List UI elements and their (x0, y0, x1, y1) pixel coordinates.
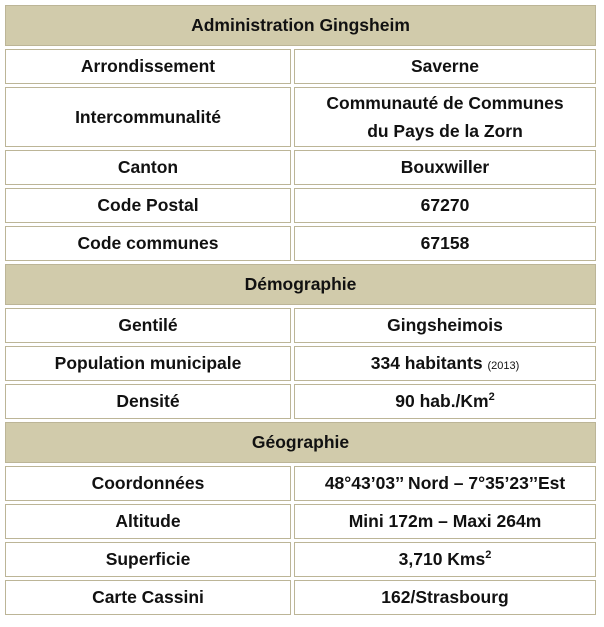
row-label: Intercommunalité (5, 87, 291, 147)
row-label: Carte Cassini (5, 580, 291, 615)
row-value (294, 87, 596, 147)
row-label: Densité (5, 384, 291, 419)
table-row (5, 308, 596, 343)
row-value: 67158 (294, 226, 596, 261)
section-title: Géographie (5, 422, 596, 463)
row-value: Mini 172m – Maxi 264m (294, 504, 596, 539)
table-row (5, 384, 596, 419)
area-value: 3,710 Kms (398, 549, 486, 569)
row-value: Bouxwiller (294, 150, 596, 185)
population-year: (2013) (487, 360, 520, 372)
row-label: Altitude (5, 504, 291, 539)
table-row (5, 466, 596, 501)
row-value (294, 346, 596, 381)
row-value: 48°43’03’’ Nord – 7°35’23’’Est (294, 466, 596, 501)
row-label: Code communes (5, 226, 291, 261)
table-row (5, 504, 596, 539)
table-row (5, 188, 596, 223)
table-row (5, 150, 596, 185)
row-value: 67270 (294, 188, 596, 223)
row-value: Gingsheimois (294, 308, 596, 343)
table-row (5, 580, 596, 615)
row-value (294, 542, 596, 577)
row-label: Superficie (5, 542, 291, 577)
table-row (5, 346, 596, 381)
row-value (294, 384, 596, 419)
section-title: Administration Gingsheim (5, 5, 596, 46)
commune-info-table (2, 2, 599, 618)
row-label: Coordonnées (5, 466, 291, 501)
section-header-administration (5, 5, 596, 46)
table-row (5, 542, 596, 577)
row-value: Saverne (294, 49, 596, 84)
row-label: Gentilé (5, 308, 291, 343)
section-header-demographie (5, 264, 596, 305)
row-label: Population municipale (5, 346, 291, 381)
row-label: Canton (5, 150, 291, 185)
population-value: 334 habitants (370, 353, 483, 373)
row-value: 162/Strasbourg (294, 580, 596, 615)
table-row (5, 87, 596, 147)
section-header-geographie (5, 422, 596, 463)
row-value-line2: du Pays de la Zorn (367, 121, 523, 141)
area-exponent: 2 (485, 549, 492, 562)
row-label: Code Postal (5, 188, 291, 223)
table-row (5, 226, 596, 261)
density-value: 90 hab./Km (395, 391, 489, 411)
row-value-line1: Communauté de Communes (326, 93, 564, 113)
table-row (5, 49, 596, 84)
row-label: Arrondissement (5, 49, 291, 84)
density-exponent: 2 (488, 391, 495, 404)
section-title: Démographie (5, 264, 596, 305)
